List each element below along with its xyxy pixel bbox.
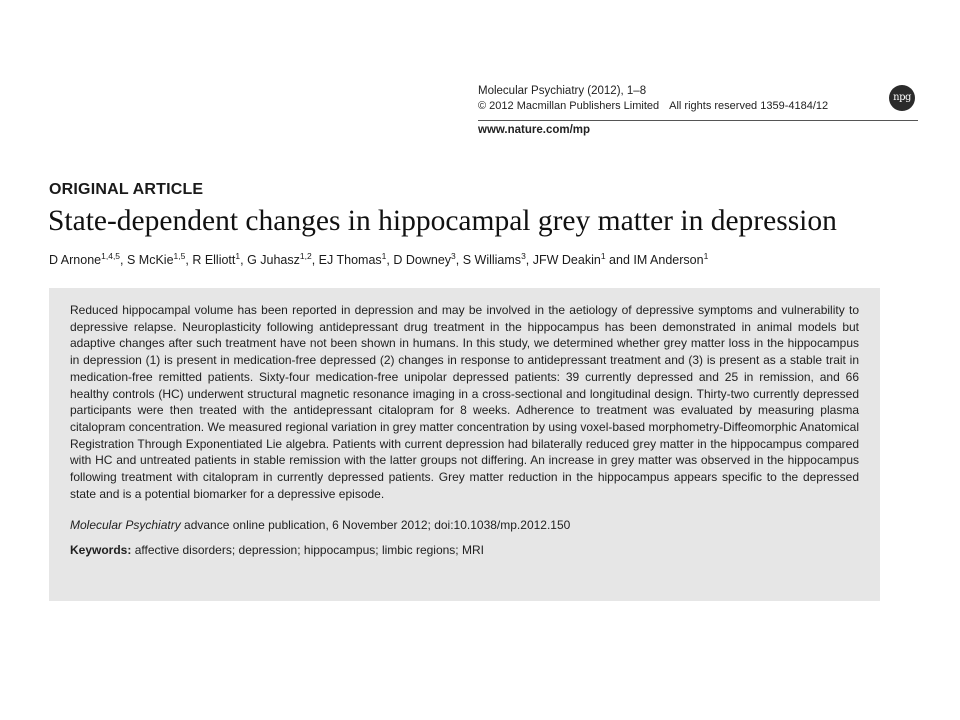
- author-name: S Williams: [462, 253, 522, 267]
- citation-line: [70, 517, 859, 533]
- author-affiliation: 1,2: [299, 251, 312, 261]
- author-name: S McKie: [126, 253, 174, 267]
- keywords-list: affective disorders; depression; hippocampus; limbic regions; MRI: [131, 543, 484, 558]
- rights-text: All rights reserved 1359-4184/12: [669, 100, 829, 112]
- author-name: IM Anderson: [633, 253, 704, 267]
- abstract-box: [49, 288, 880, 601]
- copyright-text: © 2012 Macmillan Publishers Limited: [478, 100, 660, 112]
- author-affiliation: 3: [521, 251, 526, 261]
- author: [533, 253, 606, 267]
- section-label: ORIGINAL ARTICLE: [49, 181, 204, 198]
- author-name: D Arnone: [49, 253, 102, 267]
- author-affiliation: 3: [451, 251, 456, 261]
- author: [633, 253, 708, 267]
- author-list: D Arnone$^{1,4,5}$, S McKie$^{1,5}$, R Elliott$^1$, G Juhasz$^{1,2}$, EJ Thomas$^1$, D Downey$^3$, S Williams$^3$, JFW Deakin$^1$ and IM Anderson$^1$: [49, 251, 709, 267]
- author-name: R Elliott: [192, 253, 236, 267]
- author: [319, 253, 387, 267]
- author: [49, 253, 120, 267]
- npg-logo: npg: [889, 85, 915, 111]
- copyright-line: [478, 99, 918, 114]
- author-affiliation: 1,4,5: [101, 251, 121, 261]
- journal-name: Molecular Psychiatry (2012), 1–8: [478, 85, 647, 97]
- keywords-line: [70, 542, 859, 558]
- author-affiliation: 1,5: [173, 251, 186, 261]
- author-name: JFW Deakin: [532, 253, 601, 267]
- journal-url: www.nature.com/mp: [478, 124, 591, 136]
- author-affiliation: 1: [381, 251, 387, 261]
- author-name: G Juhasz: [247, 253, 300, 267]
- author: [463, 253, 526, 267]
- header-divider: [478, 120, 918, 121]
- author: [192, 253, 240, 267]
- author: [393, 253, 455, 267]
- author-affiliation: 1: [600, 251, 606, 261]
- author-affiliation: 1: [703, 251, 709, 261]
- abstract-text: Reduced hippocampal volume has been reported in depression and may be involved in the aetiology of depressive symptoms and vulnerability to depressive relapse. Neuroplasticity following antidepressant drug treatment in the hippocampus has been demonstrated in animal models but adaptive changes after such treatment have not been shown in humans. In this study, we determined whether grey matter loss in the hippocampus in depression (1) is present in medication-free depressed (2) changes in response to antidepressant treatment and (3) is present as a stable trait in medication-free remitted patients. Sixty-four medication-free unipolar depressed patients: 39 currently depressed and 25 in remission, and 66 healthy controls (HC) underwent structural magnetic resonance imaging in a cross-sectional and longitudinal design. Thirty-two currently depressed participants were then treated with the antidepressant citalopram for 8 weeks. Adherence to treatment was evaluated by measuring plasma citalopram concentration. We measured regional variation in grey matter concentration by using voxel-based morphometry-Diffeomorphic Anatomical Registration Through Exponentiated Lie algebra. Patients with current depression had bilaterally reduced grey matter in the hippocampus compared with HC and untreated patients in stable remission with the latter groups not differing. An increase in grey matter was observed in the hippocampus following treatment with citalopram in currently depressed patients. Grey matter reduction in the hippocampus appears specific to the depressed state and is a potential biomarker for a depressive episode.: [70, 303, 859, 501]
- citation-journal: Molecular Psychiatry: [70, 518, 181, 533]
- author: [127, 253, 185, 267]
- journal-header: [478, 84, 918, 114]
- author-name: EJ Thomas: [318, 253, 382, 267]
- author: [247, 253, 312, 267]
- author-affiliation: 1: [235, 251, 241, 261]
- citation-details: advance online publication, 6 November 2012; doi:10.1038/mp.2012.150: [180, 518, 571, 533]
- keywords-label: Keywords:: [70, 543, 132, 558]
- author-name: D Downey: [393, 253, 452, 267]
- article-title: State-dependent changes in hippocampal grey matter in depression: [48, 205, 837, 237]
